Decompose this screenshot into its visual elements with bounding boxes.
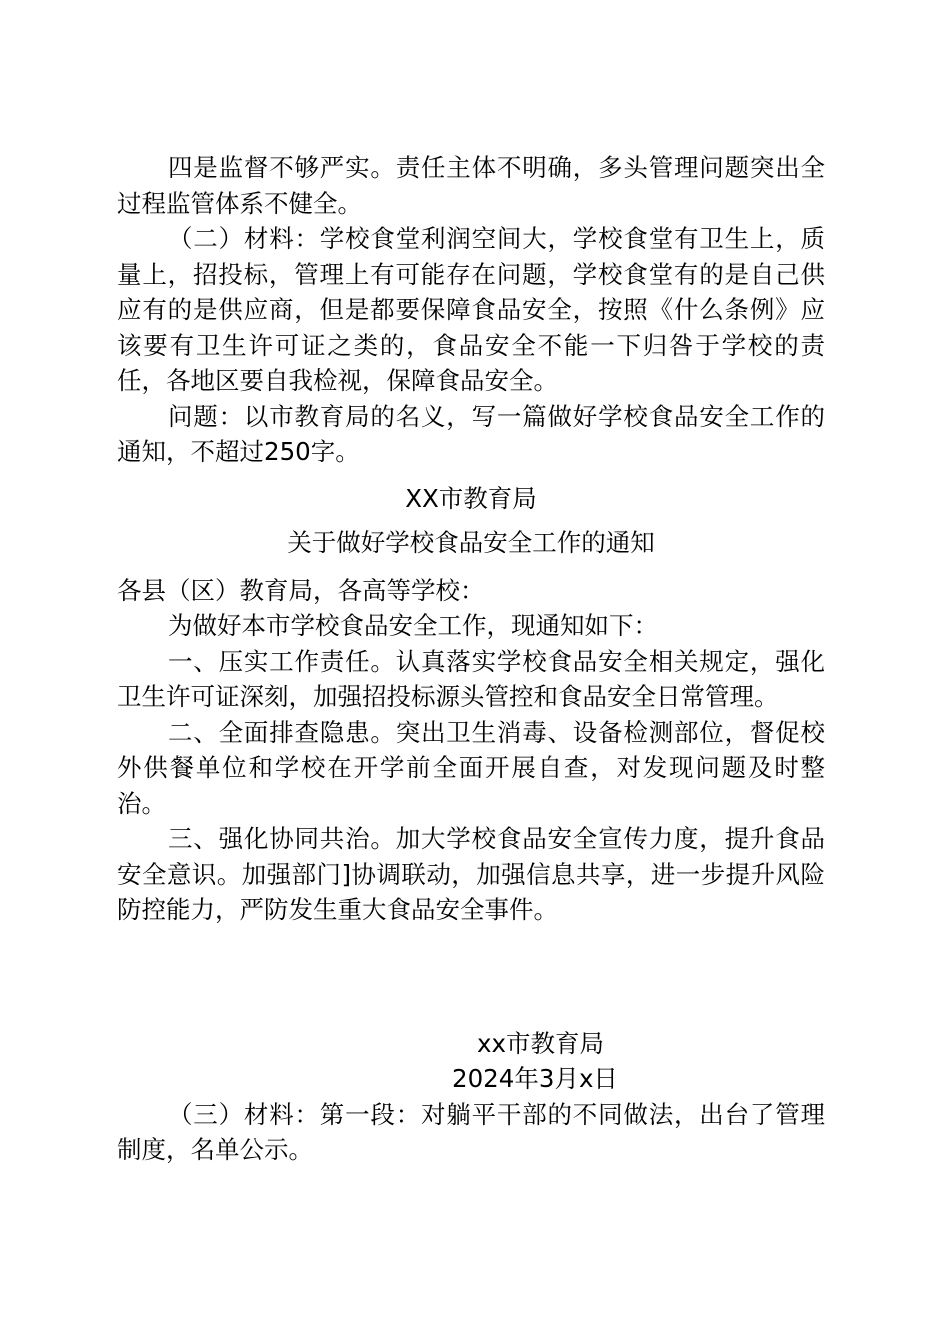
notice-intro: 为做好本市学校食品安全工作，现通知如下： bbox=[168, 611, 658, 640]
paragraph-material-two: （二）材料：学校食堂利润空间大，学校食堂有卫生上，质量上，招投标，管理上有可能存在问题，学校食堂有的是自己供应有的是供应商，但是都要保障食品安全，按照《什么条例》应该要有卫生许可证之类的，食品安全不能一下归咎于学校的责任，各地区要自我检视，保障食品安全。 bbox=[117, 224, 825, 395]
document-page bbox=[117, 150, 825, 1168]
notice-title: 关于做好学校食品安全工作的通知 bbox=[287, 528, 655, 557]
paragraph-material-three: （三）材料：第一段：对躺平干部的不同做法，出台了管理制度，名单公示。 bbox=[117, 1099, 825, 1164]
notice-item-three: 三、强化协同共治。加大学校食品安全宣传力度，提升食品安全意识。加强部门]协调联动，加强信息共享，进一步提升风险防控能力，严防发生重大食品安全事件。 bbox=[117, 824, 825, 924]
paragraph-question: 问题：以市教育局的名义，写一篇做好学校食品安全工作的通知，不超过250字。 bbox=[117, 401, 825, 466]
signature-org: xx市教育局 bbox=[477, 1028, 604, 1058]
notice-issuer: XX市教育局 bbox=[405, 483, 537, 513]
notice-item-two: 二、全面排查隐患。突出卫生消毒、设备检测部位，督促校外供餐单位和学校在开学前全面开展自查，对发现问题及时整治。 bbox=[117, 717, 825, 818]
paragraph-supervision: 四是监督不够严实。责任主体不明确，多头管理问题突出全过程监管体系不健全。 bbox=[117, 153, 825, 218]
notice-salutation: 各县（区）教育局，各高等学校： bbox=[117, 575, 485, 605]
signature-date: 2024年3月x日 bbox=[452, 1064, 618, 1093]
notice-item-one: 一、压实工作责任。认真落实学校食品安全相关规定，强化卫生许可证深刻，加强招投标源头管控和食品安全日常管理。 bbox=[117, 646, 825, 711]
